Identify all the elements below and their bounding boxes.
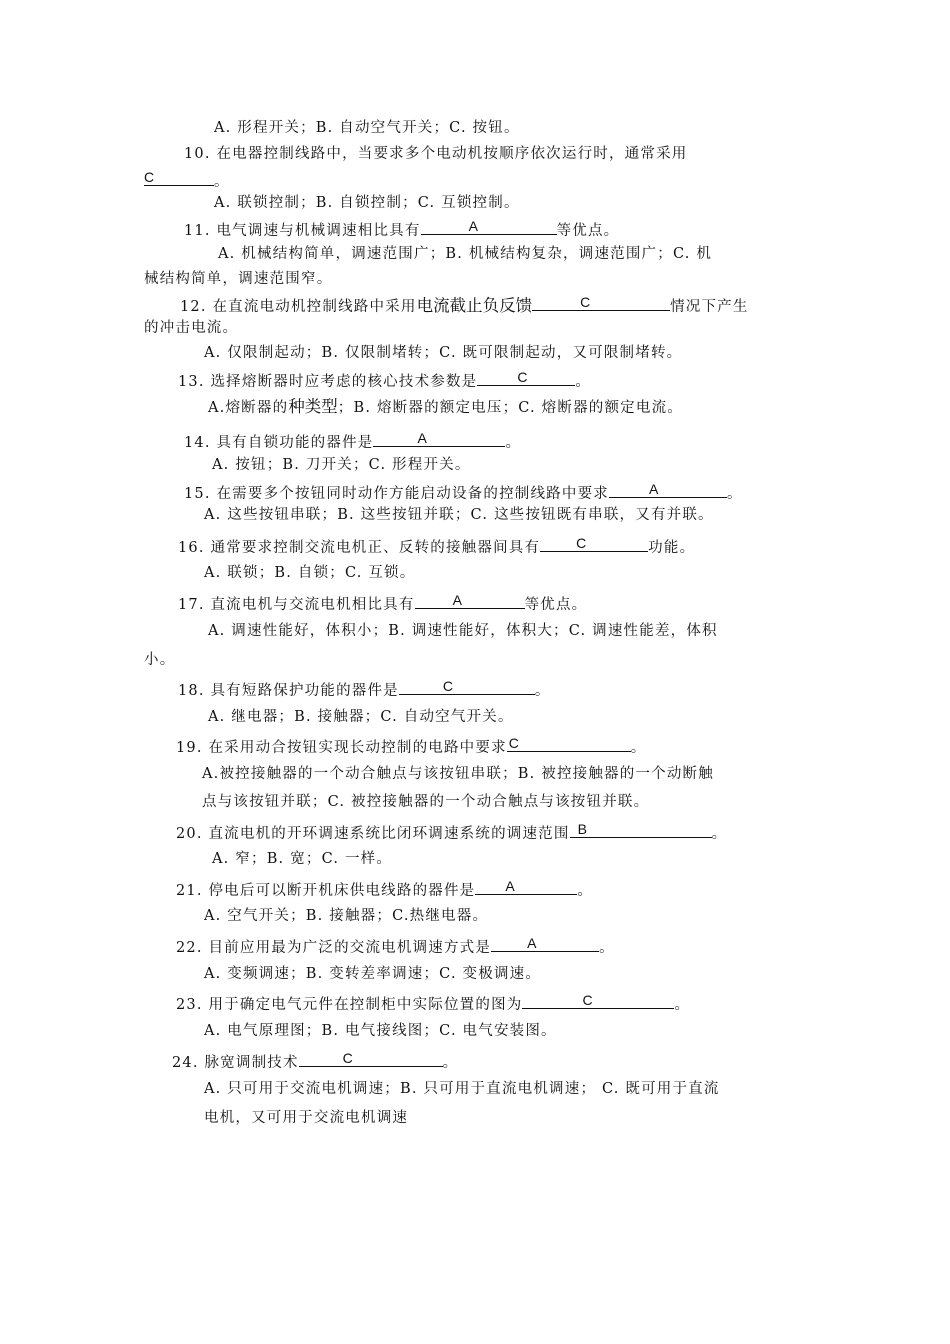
question-10-cont: C 。 (144, 169, 230, 190)
answer-blank: A (491, 935, 599, 952)
question-15-options: A. 这些按钮串联；B. 这些按钮并联；C. 这些按钮既有串联，又有并联。 (204, 507, 714, 523)
answer-blank: A (609, 481, 727, 498)
question-17-options: A. 调速性能好，体积小；B. 调速性能好，体积大；C. 调速性能差，体积 (208, 623, 718, 639)
answer-blank: A (475, 878, 577, 895)
question-12: 12. 在直流电动机控制线路中采用电流截止负反馈 C 情况下产生 (180, 294, 749, 315)
question-11-options-cont: 械结构简单，调速范围窄。 (144, 271, 333, 287)
question-19-options: A.被控接触器的一个动合触点与该按钮串联；B. 被控接触器的一个动断触 (202, 766, 714, 782)
question-23: 23. 用于确定电气元件在控制柜中实际位置的图为 C 。 (176, 992, 691, 1013)
question-13: 13. 选择熔断器时应考虑的核心技术参数是 C 。 (178, 369, 592, 390)
question-22: 22. 目前应用最为广泛的交流电机调速方式是 A 。 (176, 935, 615, 956)
question-10: 10. 在电器控制线路中，当要求多个电动机按顺序依次运行时，通常采用 (184, 146, 688, 162)
question-14: 14. 具有自锁功能的器件是 A 。 (184, 430, 522, 451)
answer-blank: A (373, 430, 505, 447)
question-20-options: A. 窄；B. 宽；C. 一样。 (212, 851, 393, 867)
question-21-options: A. 空气开关；B. 接触器；C.热继电器。 (204, 908, 489, 924)
answer-blank: C (399, 678, 535, 695)
question-18-options: A. 继电器；B. 接触器；C. 自动空气开关。 (208, 709, 514, 725)
answer-blank: A (415, 592, 525, 609)
answer-blank: C (540, 535, 648, 552)
answer-blank: C (522, 992, 674, 1009)
question-23-options: A. 电气原理图；B. 电气接线图；C. 电气安装图。 (204, 1023, 557, 1039)
answer-blank: C (507, 735, 631, 752)
question-15: 15. 在需要多个按钮同时动作方能启动设备的控制线路中要求 A 。 (184, 481, 743, 502)
question-12-options: A. 仅限制起动；B. 仅限制堵转；C. 既可限制起动，又可限制堵转。 (204, 345, 683, 361)
question-16: 16. 通常要求控制交流电机正、反转的接触器间具有 C 功能。 (178, 535, 696, 556)
question-20: 20. 直流电机的开环调速系统比闭环调速系统的调速范围 B 。 (176, 821, 728, 842)
answer-blank: C (144, 169, 214, 186)
question-17-options-cont: 小。 (144, 652, 176, 668)
question-19: 19. 在采用动合按钮实现长动控制的电路中要求 C 。 (176, 735, 647, 756)
question-14-options: A. 按钮；B. 刀开关；C. 形程开关。 (212, 457, 471, 473)
question-11-options: A. 机械结构简单，调速范围广；B. 机械结构复杂，调速范围广；C. 机 (218, 246, 713, 262)
question-18: 18. 具有短路保护功能的器件是 C 。 (178, 678, 551, 699)
answer-blank: A (421, 218, 557, 235)
question-24: 24. 脉宽调制技术 C 。 (172, 1050, 459, 1071)
answer-blank: C (477, 369, 575, 386)
question-13-options: A.熔断器的种类型；B. 熔断器的额定电压；C. 熔断器的额定电流。 (208, 397, 683, 416)
question-19-options-cont: 点与该按钮并联；C. 被控接触器的一个动合触点与该按钮并联。 (202, 794, 650, 810)
option-line: A. 形程开关；B. 自动空气开关；C. 按钮。 (214, 120, 520, 136)
question-11: 11. 电气调速与机械调速相比具有 A 等优点。 (184, 218, 620, 239)
question-16-options: A. 联锁；B. 自锁；C. 互锁。 (204, 565, 416, 581)
question-22-options: A. 变频调速；B. 变转差率调速；C. 变极调速。 (204, 966, 542, 982)
answer-blank: B (570, 821, 712, 838)
answer-blank: C (299, 1050, 443, 1067)
answer-blank: C (532, 294, 670, 311)
question-10-options: A. 联锁控制；B. 自锁控制；C. 互锁控制。 (214, 195, 520, 211)
question-17: 17. 直流电机与交流电机相比具有 A 等优点。 (178, 592, 588, 613)
question-24-options-cont: 电机，又可用于交流电机调速 (204, 1110, 409, 1126)
question-21: 21. 停电后可以断开机床供电线路的器件是 A 。 (176, 878, 594, 899)
question-24-options: A. 只可用于交流电机调速；B. 只可用于直流电机调速； C. 既可用于直流 (204, 1081, 720, 1097)
question-12-cont: 的冲击电流。 (144, 320, 239, 336)
